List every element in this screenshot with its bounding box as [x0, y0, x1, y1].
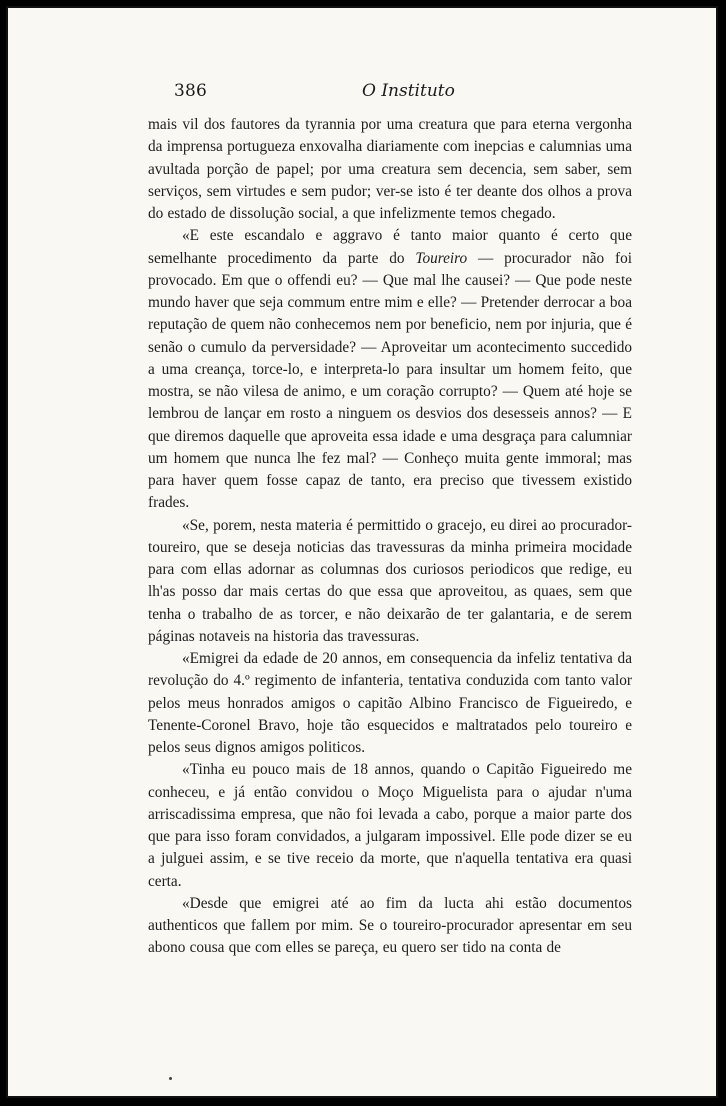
paragraph: «Emigrei da edade de 20 annos, em consequencia da infeliz tentativa da revolução do 4.º regimento de infanteria, tentativa conduzida com tanto valor pelos meus honrados amigos o capitão Albino Francisco de Figueiredo, e Tenente-Coronel Bravo, hoje tão esquecidos e maltratados pelo toureiro e pelos seus dignos amigos politicos. — [148, 650, 632, 756]
print-speck — [169, 1077, 172, 1080]
book-page — [6, 6, 718, 1098]
running-title: O Instituto — [362, 81, 455, 101]
paragraph: «Tinha eu pouco mais de 18 annos, quando o Capitão Figueiredo me conheceu, e já então convidou o Moço Miguelista para o ajudar n'uma arriscadissima empresa, que não foi levada a cabo, porque a maior parte dos que para isso foram convidados, a julgaram impossivel. Elle pode dizer se eu a julguei assim, e se tive receio da morte, que n'aquella tentativa era quasi certa. — [148, 761, 632, 890]
paragraph: «Se, porem, nesta materia é permittido o gracejo, eu direi ao procurador-toureiro, que se deseja noticias das travessuras da minha primeira mocidade para com ellas adornar as columnas dos curiosos periodicos que redige, eu lh'as posso dar mais certas do que essa que aproveitou, as quaes, sem que tenha o trabalho de as torcer, e não deixarão de ter galantaria, e de serem páginas notaveis na historia das travessuras. — [148, 516, 632, 645]
paragraph: «Desde que emigrei até ao fim da lucta ahi estão documentos authenticos que fallem por mim. Se o toureiro-procurador apresentar em seu abono cousa que com elles se pareça, eu quero ser tido na conta de — [148, 894, 632, 957]
page-number: 386 — [174, 81, 208, 101]
page-header — [174, 80, 644, 104]
paragraph — [148, 225, 632, 514]
paragraph: mais vil dos fautores da tyrannia por uma creatura que para eterna vergonha da imprensa portugueza enxovalha diariamente com inepcias e calumnias uma avultada porção de papel; por uma creatura sem decencia, sem saber, sem serviços, sem virtudes e sem pudor; ver-se isto é ter deante dos olhos a prova do estado de dissolução social, a que infelizmente temos chegado. — [148, 116, 632, 222]
paragraph-text: — procurador não foi provocado. Em que o offendi eu? — Que mal lhe causei? — Que pode neste mundo haver que seja commum entre mim e elle? — Pretender derrocar a boa reputação de quem não conhecemos nem por beneficio, nem por injuria, que é senão o cumulo da perversidade? — Aproveitar um acontecimento succedido a uma creança, torce-lo, e interpreta-lo para insultar um homem feito, que mostra, se não vilesa de animo, e um coração corrupto? — Quem até hoje se lembrou de lançar em rosto a ninguem os desvios dos desesseis annos? — E que diremos daquelle que aproveita essa idade e uma desgraça para calumniar um homem que nunca lhe fez mal? — Conheço muita gente immoral; mas para haver quem fosse capaz de tanto, era preciso que tivessem existido frades. — [148, 249, 632, 512]
body-text — [148, 114, 632, 960]
paragraph-text: «E este escandalo e aggravo é tanto maior quanto é certo que semelhante procedimento da parte do — [148, 227, 632, 267]
italic-term: Toureiro — [415, 249, 468, 267]
